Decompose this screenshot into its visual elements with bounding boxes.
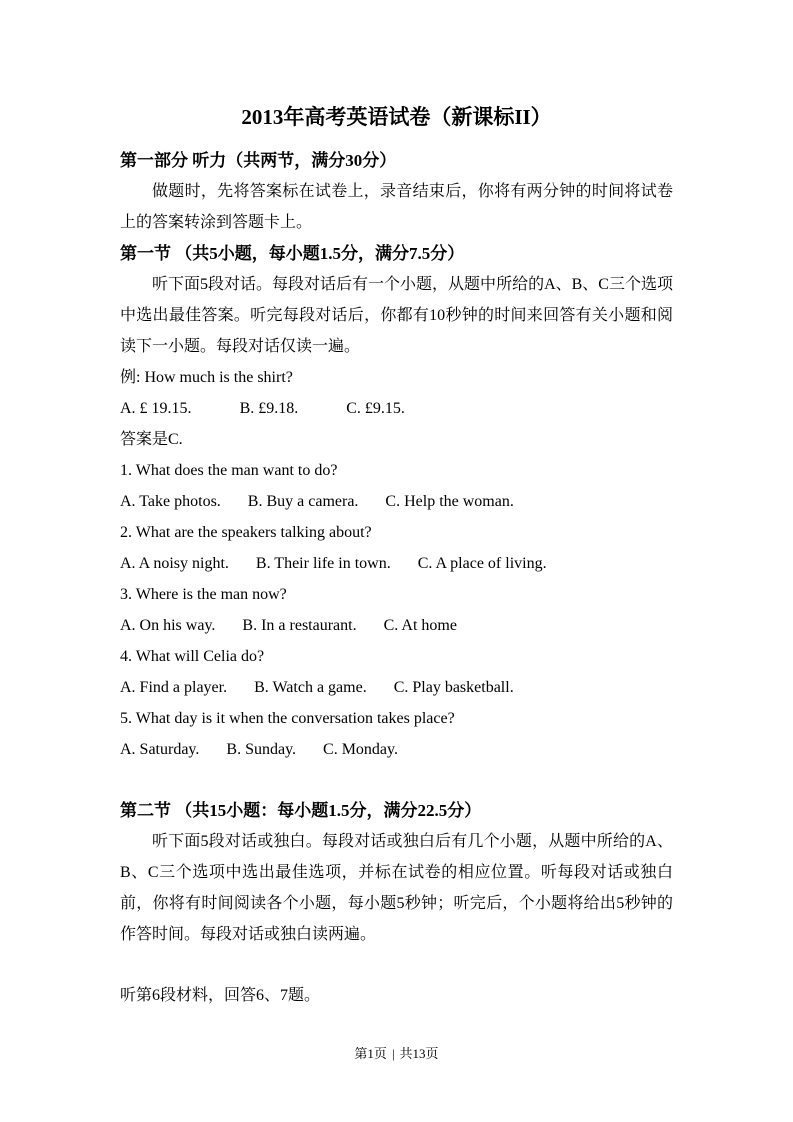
question-1-option-a: A. Take photos. bbox=[120, 493, 221, 510]
footer-page-number: 第1页 bbox=[354, 1046, 387, 1061]
section-gap bbox=[120, 765, 673, 795]
section1-instructions: 听下面5段对话。每段对话后有一个小题，从题中所给的A、B、C三个选项中选出最佳答案。听完每段对话后，你都有10秒钟的时间来回答有关小题和阅读下一小题。每段对话仅读一遍。 bbox=[120, 276, 673, 355]
part1-intro: 做题时，先将答案标在试卷上，录音结束后，你将有两分钟的时间将试卷上的答案转涂到答题卡上。 bbox=[120, 183, 673, 231]
question-4-option-b: B. Watch a game. bbox=[254, 679, 367, 696]
question-4-options bbox=[120, 672, 673, 703]
section1-heading: 第一节 （共5小题，每小题1.5分，满分7.5分） bbox=[120, 244, 465, 263]
question-4-option-c: C. Play basketball. bbox=[393, 679, 514, 696]
question-4-option-a: A. Find a player. bbox=[120, 679, 228, 696]
question-5-option-b: B. Sunday. bbox=[226, 741, 297, 758]
question-5-option-a: A. Saturday. bbox=[120, 741, 200, 758]
question-3-option-c: C. At home bbox=[383, 617, 457, 634]
example-question: 例: How much is the shirt? bbox=[120, 369, 293, 386]
question-5-text: 5. What day is it when the conversation takes place? bbox=[120, 710, 455, 727]
question-3-options bbox=[120, 610, 673, 641]
question-1-option-b: B. Buy a camera. bbox=[247, 493, 359, 510]
example-option-c: C. £9.15. bbox=[346, 400, 405, 417]
question-5-option-c: C. Monday. bbox=[323, 741, 398, 758]
section2-heading: 第二节 （共15小题：每小题1.5分，满分22.5分） bbox=[120, 801, 482, 820]
question-3-text: 3. Where is the man now? bbox=[120, 586, 287, 603]
part1-heading: 第一部分 听力（共两节，满分30分） bbox=[120, 151, 397, 170]
example-options bbox=[120, 393, 673, 424]
question-1-options bbox=[120, 486, 673, 517]
section2-instructions: 听下面5段对话或独白。每段对话或独白后有几个小题，从题中所给的A、B、C三个选项中选出最佳选项，并标在试卷的相应位置。听每段对话或独白前，你将有时间阅读各个小题，每小题5秒钟；听完后，个小题将给出5秒钟的作答时间。每段对话或独白读两遍。 bbox=[120, 833, 673, 943]
question-4-text: 4. What will Celia do? bbox=[120, 648, 265, 665]
footer-total-pages: 共13页 bbox=[399, 1046, 439, 1061]
page-title: 2013年高考英语试卷（新课标II） bbox=[241, 105, 552, 129]
question-2-options bbox=[120, 548, 673, 579]
question-2-option-a: A. A noisy night. bbox=[120, 555, 229, 572]
example-answer: 答案是C. bbox=[120, 431, 183, 448]
question-3-option-a: A. On his way. bbox=[120, 617, 216, 634]
material-gap bbox=[120, 950, 673, 980]
question-2-option-b: B. Their life in town. bbox=[255, 555, 391, 572]
footer-separator: | bbox=[391, 1046, 395, 1061]
example-option-b: B. £9.18. bbox=[239, 400, 299, 417]
question-5-options bbox=[120, 734, 673, 765]
material-note: 听第6段材料，回答6、7题。 bbox=[120, 987, 321, 1004]
question-3-option-b: B. In a restaurant. bbox=[242, 617, 357, 634]
question-1-text: 1. What does the man want to do? bbox=[120, 462, 338, 479]
question-1-option-c: C. Help the woman. bbox=[385, 493, 514, 510]
page-footer bbox=[0, 1046, 793, 1062]
question-2-text: 2. What are the speakers talking about? bbox=[120, 524, 372, 541]
question-2-option-c: C. A place of living. bbox=[417, 555, 547, 572]
example-option-a: A. £ 19.15. bbox=[120, 400, 192, 417]
